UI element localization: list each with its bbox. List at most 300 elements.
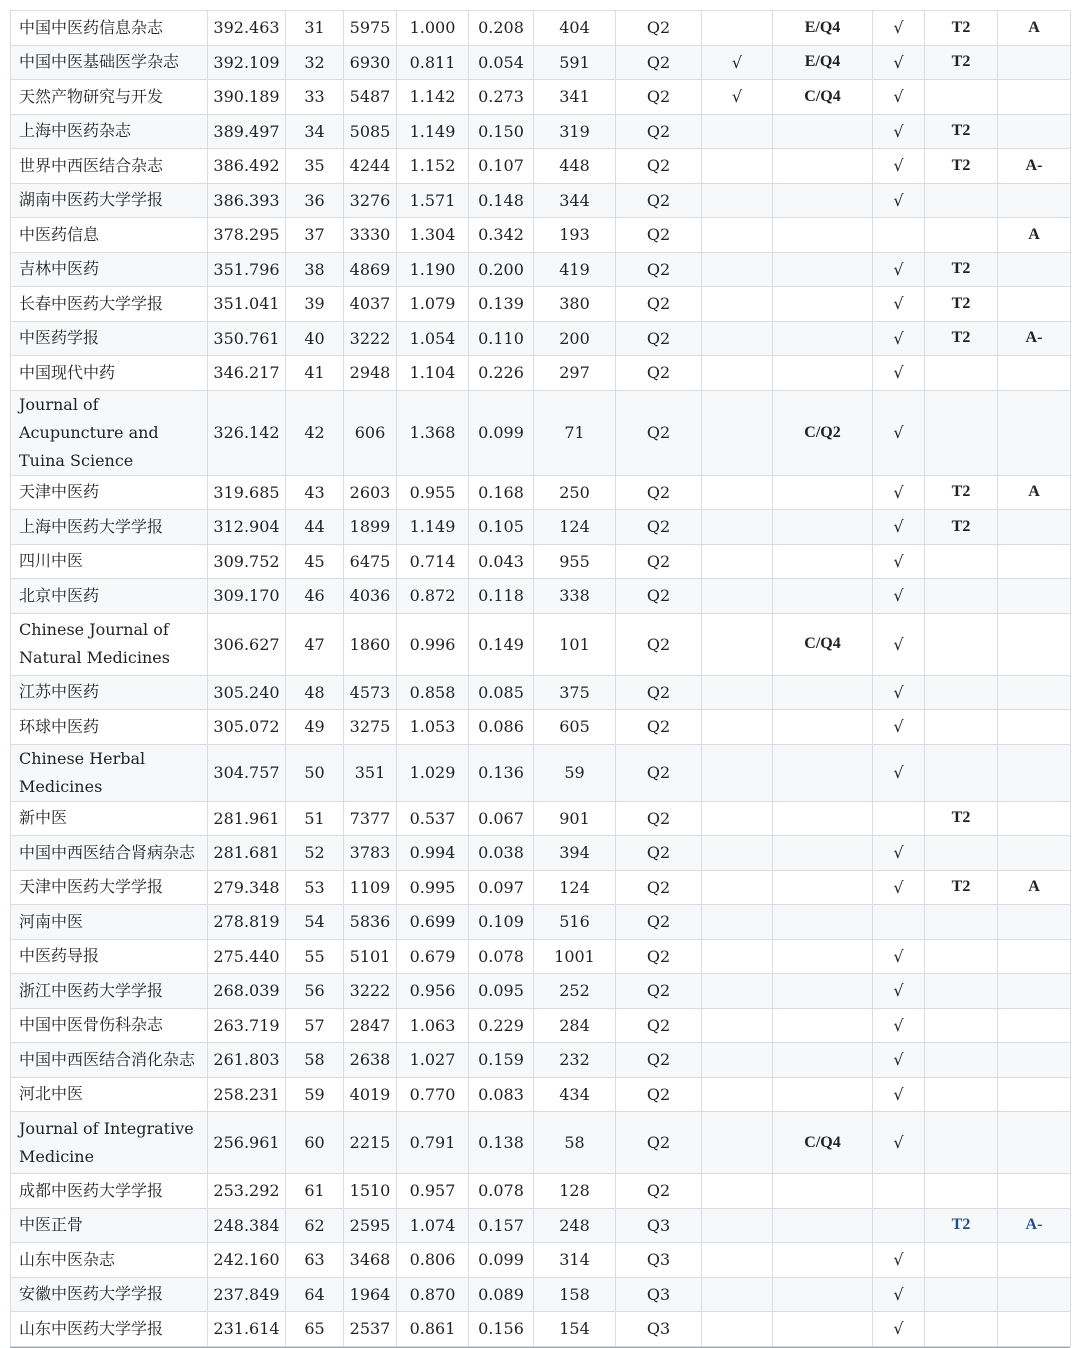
impact-factor-cell: 1.054: [397, 321, 469, 356]
rank-cell: 52: [286, 836, 344, 871]
index-cell: 0.149: [469, 613, 534, 675]
rank-cell: 59: [286, 1077, 344, 1112]
journal-name-cell: 上海中医药杂志: [11, 114, 208, 149]
rank-cell: 62: [286, 1208, 344, 1243]
quartile-cell: Q2: [616, 11, 702, 45]
grade-cell: A-: [998, 149, 1071, 184]
check-mark-cell-b: √: [873, 1277, 925, 1312]
check-mark-cell-b: [873, 905, 925, 940]
citations-cell: 3222: [344, 974, 397, 1009]
tier-cell: T2: [925, 321, 998, 356]
papers-cell: 71: [534, 390, 616, 475]
citations-cell: 4869: [344, 252, 397, 287]
check-mark-cell-b: √: [873, 744, 925, 801]
papers-cell: 158: [534, 1277, 616, 1312]
impact-factor-cell: 0.956: [397, 974, 469, 1009]
table-row: [11, 321, 1071, 356]
tier-cell: [925, 356, 998, 391]
index-cell: 0.138: [469, 1112, 534, 1174]
score-cell: 389.497: [208, 114, 286, 149]
impact-factor-cell: 1.053: [397, 710, 469, 745]
score-cell: 253.292: [208, 1174, 286, 1209]
quartile-cell: Q2: [616, 287, 702, 322]
index-cell: 0.109: [469, 905, 534, 940]
index-cell: 0.078: [469, 939, 534, 974]
papers-cell: 605: [534, 710, 616, 745]
impact-factor-cell: 1.190: [397, 252, 469, 287]
score-cell: 378.295: [208, 218, 286, 253]
table-row: [11, 11, 1071, 45]
check-mark-cell-b: √: [873, 510, 925, 545]
index-cell: 0.150: [469, 114, 534, 149]
index-cell: 0.157: [469, 1208, 534, 1243]
impact-factor-cell: 0.858: [397, 675, 469, 710]
category-quartile-cell: [773, 218, 873, 253]
category-quartile-cell: [773, 744, 873, 801]
rank-cell: 44: [286, 510, 344, 545]
citations-cell: 7377: [344, 801, 397, 836]
tier-cell: [925, 836, 998, 871]
quartile-cell: Q2: [616, 544, 702, 579]
score-cell: 392.109: [208, 45, 286, 80]
table-row: [11, 905, 1071, 940]
check-mark-cell-a: [702, 939, 773, 974]
check-mark-cell-a: [702, 1174, 773, 1209]
citations-cell: 2603: [344, 475, 397, 510]
impact-factor-cell: 1.027: [397, 1043, 469, 1078]
check-mark-cell-a: [702, 1243, 773, 1278]
category-quartile-cell: [773, 356, 873, 391]
score-cell: 351.041: [208, 287, 286, 322]
score-cell: 275.440: [208, 939, 286, 974]
rank-cell: 33: [286, 80, 344, 115]
check-mark-cell-a: [702, 356, 773, 391]
table-row: [11, 80, 1071, 115]
score-cell: 326.142: [208, 390, 286, 475]
category-quartile-cell: [773, 510, 873, 545]
papers-cell: 591: [534, 45, 616, 80]
journal-name-cell: 四川中医: [11, 544, 208, 579]
papers-cell: 901: [534, 801, 616, 836]
check-mark-cell-a: [702, 1043, 773, 1078]
index-cell: 0.083: [469, 1077, 534, 1112]
score-cell: 392.463: [208, 11, 286, 45]
impact-factor-cell: 0.994: [397, 836, 469, 871]
impact-factor-cell: 0.955: [397, 475, 469, 510]
grade-cell: [998, 675, 1071, 710]
score-cell: 390.189: [208, 80, 286, 115]
quartile-cell: Q2: [616, 1008, 702, 1043]
impact-factor-cell: 0.770: [397, 1077, 469, 1112]
quartile-cell: Q2: [616, 321, 702, 356]
tier-cell: T2: [925, 801, 998, 836]
check-mark-cell-a: [702, 579, 773, 614]
grade-cell: [998, 1174, 1071, 1209]
tier-cell: [925, 183, 998, 218]
check-mark-cell-a: [702, 1008, 773, 1043]
check-mark-cell-b: √: [873, 1043, 925, 1078]
citations-cell: 5975: [344, 11, 397, 45]
quartile-cell: Q2: [616, 974, 702, 1009]
check-mark-cell-b: √: [873, 183, 925, 218]
quartile-cell: Q2: [616, 801, 702, 836]
papers-cell: 101: [534, 613, 616, 675]
tier-cell: [925, 544, 998, 579]
citations-cell: 4036: [344, 579, 397, 614]
category-quartile-cell: [773, 1208, 873, 1243]
check-mark-cell-a: [702, 801, 773, 836]
check-mark-cell-a: [702, 510, 773, 545]
check-mark-cell-a: √: [702, 45, 773, 80]
tier-cell: [925, 579, 998, 614]
category-quartile-cell: [773, 974, 873, 1009]
citations-cell: 3330: [344, 218, 397, 253]
table-row: [11, 801, 1071, 836]
journal-name-cell: 中国中医药信息杂志: [11, 11, 208, 45]
check-mark-cell-b: √: [873, 45, 925, 80]
papers-cell: 319: [534, 114, 616, 149]
category-quartile-cell: [773, 287, 873, 322]
category-quartile-cell: [773, 1243, 873, 1278]
papers-cell: 124: [534, 870, 616, 905]
index-cell: 0.086: [469, 710, 534, 745]
papers-cell: 955: [534, 544, 616, 579]
journal-name-cell: 河南中医: [11, 905, 208, 940]
index-cell: 0.067: [469, 801, 534, 836]
table-row: [11, 218, 1071, 253]
check-mark-cell-b: √: [873, 475, 925, 510]
rank-cell: 64: [286, 1277, 344, 1312]
grade-cell: [998, 1008, 1071, 1043]
tier-cell: [925, 390, 998, 475]
impact-factor-cell: 0.957: [397, 1174, 469, 1209]
tier-cell: T2: [925, 149, 998, 184]
papers-cell: 341: [534, 80, 616, 115]
citations-cell: 3276: [344, 183, 397, 218]
check-mark-cell-b: √: [873, 675, 925, 710]
papers-cell: 193: [534, 218, 616, 253]
impact-factor-cell: 0.537: [397, 801, 469, 836]
papers-cell: 128: [534, 1174, 616, 1209]
citations-cell: 4244: [344, 149, 397, 184]
rank-cell: 38: [286, 252, 344, 287]
citations-cell: 4037: [344, 287, 397, 322]
table-row: [11, 710, 1071, 745]
citations-cell: 1964: [344, 1277, 397, 1312]
papers-cell: 252: [534, 974, 616, 1009]
score-cell: 386.393: [208, 183, 286, 218]
index-cell: 0.105: [469, 510, 534, 545]
index-cell: 0.097: [469, 870, 534, 905]
papers-cell: 448: [534, 149, 616, 184]
impact-factor-cell: 0.679: [397, 939, 469, 974]
check-mark-cell-b: √: [873, 321, 925, 356]
table-row: [11, 183, 1071, 218]
tier-cell: [925, 1077, 998, 1112]
category-quartile-cell: E/Q4: [773, 11, 873, 45]
quartile-cell: Q2: [616, 579, 702, 614]
journal-name-cell: 环球中医药: [11, 710, 208, 745]
category-quartile-cell: [773, 1043, 873, 1078]
impact-factor-cell: 1.104: [397, 356, 469, 391]
check-mark-cell-a: [702, 114, 773, 149]
table-row: [11, 1208, 1071, 1243]
category-quartile-cell: [773, 579, 873, 614]
table-row: [11, 1174, 1071, 1209]
check-mark-cell-b: √: [873, 836, 925, 871]
check-mark-cell-a: [702, 183, 773, 218]
impact-factor-cell: 0.995: [397, 870, 469, 905]
score-cell: 263.719: [208, 1008, 286, 1043]
quartile-cell: Q2: [616, 744, 702, 801]
check-mark-cell-a: [702, 710, 773, 745]
table-row: [11, 475, 1071, 510]
citations-cell: 1510: [344, 1174, 397, 1209]
tier-cell: T2: [925, 870, 998, 905]
table-row: [11, 544, 1071, 579]
check-mark-cell-b: √: [873, 356, 925, 391]
impact-factor-cell: 1.000: [397, 11, 469, 45]
papers-cell: 375: [534, 675, 616, 710]
check-mark-cell-b: √: [873, 870, 925, 905]
grade-cell: [998, 710, 1071, 745]
journal-name-cell: 中国中西医结合消化杂志: [11, 1043, 208, 1078]
impact-factor-cell: 0.870: [397, 1277, 469, 1312]
journal-name-cell: 上海中医药大学学报: [11, 510, 208, 545]
journal-name-cell: 中医药信息: [11, 218, 208, 253]
rank-cell: 56: [286, 974, 344, 1009]
table-row: [11, 287, 1071, 322]
score-cell: 309.170: [208, 579, 286, 614]
quartile-cell: Q2: [616, 114, 702, 149]
citations-cell: 6930: [344, 45, 397, 80]
grade-cell: [998, 80, 1071, 115]
category-quartile-cell: C/Q4: [773, 1112, 873, 1174]
papers-cell: 338: [534, 579, 616, 614]
category-quartile-cell: [773, 252, 873, 287]
papers-cell: 314: [534, 1243, 616, 1278]
index-cell: 0.110: [469, 321, 534, 356]
grade-cell: [998, 836, 1071, 871]
index-cell: 0.089: [469, 1277, 534, 1312]
index-cell: 0.085: [469, 675, 534, 710]
category-quartile-cell: [773, 1277, 873, 1312]
citations-cell: 3468: [344, 1243, 397, 1278]
journal-name-cell: 天然产物研究与开发: [11, 80, 208, 115]
grade-cell: A-: [998, 321, 1071, 356]
index-cell: 0.095: [469, 974, 534, 1009]
score-cell: 237.849: [208, 1277, 286, 1312]
citations-cell: 2847: [344, 1008, 397, 1043]
journal-name-cell: 长春中医药大学学报: [11, 287, 208, 322]
index-cell: 0.099: [469, 1243, 534, 1278]
check-mark-cell-a: [702, 11, 773, 45]
impact-factor-cell: 1.304: [397, 218, 469, 253]
table-row: [11, 356, 1071, 391]
check-mark-cell-a: [702, 321, 773, 356]
rank-cell: 40: [286, 321, 344, 356]
check-mark-cell-b: [873, 801, 925, 836]
quartile-cell: Q2: [616, 710, 702, 745]
index-cell: 0.043: [469, 544, 534, 579]
tier-cell: [925, 218, 998, 253]
table-row: [11, 939, 1071, 974]
check-mark-cell-b: √: [873, 1312, 925, 1347]
grade-cell: [998, 744, 1071, 801]
tier-cell: [925, 1008, 998, 1043]
tier-cell: T2: [925, 114, 998, 149]
rank-cell: 43: [286, 475, 344, 510]
check-mark-cell-a: √: [702, 80, 773, 115]
journal-name-cell: 山东中医杂志: [11, 1243, 208, 1278]
category-quartile-cell: [773, 939, 873, 974]
tier-cell: T2: [925, 510, 998, 545]
check-mark-cell-b: √: [873, 287, 925, 322]
check-mark-cell-a: [702, 475, 773, 510]
table-row: [11, 390, 1071, 475]
category-quartile-cell: [773, 475, 873, 510]
check-mark-cell-b: √: [873, 80, 925, 115]
check-mark-cell-a: [702, 1112, 773, 1174]
quartile-cell: Q2: [616, 905, 702, 940]
papers-cell: 297: [534, 356, 616, 391]
tier-cell: T2: [925, 475, 998, 510]
table-row: [11, 1112, 1071, 1174]
journal-name-cell: 湖南中医药大学学报: [11, 183, 208, 218]
papers-cell: 1001: [534, 939, 616, 974]
quartile-cell: Q2: [616, 836, 702, 871]
score-cell: 306.627: [208, 613, 286, 675]
score-cell: 386.492: [208, 149, 286, 184]
score-cell: 346.217: [208, 356, 286, 391]
tier-cell: [925, 1043, 998, 1078]
check-mark-cell-a: [702, 675, 773, 710]
citations-cell: 2215: [344, 1112, 397, 1174]
check-mark-cell-a: [702, 287, 773, 322]
rank-cell: 50: [286, 744, 344, 801]
tier-cell: [925, 744, 998, 801]
category-quartile-cell: [773, 183, 873, 218]
index-cell: 0.226: [469, 356, 534, 391]
category-quartile-cell: [773, 905, 873, 940]
rank-cell: 55: [286, 939, 344, 974]
grade-cell: [998, 252, 1071, 287]
grade-cell: [998, 1243, 1071, 1278]
score-cell: 268.039: [208, 974, 286, 1009]
check-mark-cell-b: √: [873, 149, 925, 184]
rank-cell: 61: [286, 1174, 344, 1209]
rank-cell: 57: [286, 1008, 344, 1043]
score-cell: 319.685: [208, 475, 286, 510]
grade-cell: [998, 183, 1071, 218]
check-mark-cell-a: [702, 870, 773, 905]
quartile-cell: Q3: [616, 1208, 702, 1243]
citations-cell: 2948: [344, 356, 397, 391]
rank-cell: 47: [286, 613, 344, 675]
papers-cell: 344: [534, 183, 616, 218]
quartile-cell: Q2: [616, 80, 702, 115]
quartile-cell: Q2: [616, 510, 702, 545]
impact-factor-cell: 1.368: [397, 390, 469, 475]
rank-cell: 48: [286, 675, 344, 710]
score-cell: 305.240: [208, 675, 286, 710]
table-row: [11, 1312, 1071, 1347]
tier-cell: [925, 1312, 998, 1347]
table-row: [11, 675, 1071, 710]
check-mark-cell-a: [702, 1208, 773, 1243]
quartile-cell: Q3: [616, 1312, 702, 1347]
impact-factor-cell: 1.029: [397, 744, 469, 801]
quartile-cell: Q2: [616, 356, 702, 391]
impact-factor-cell: 1.142: [397, 80, 469, 115]
score-cell: 309.752: [208, 544, 286, 579]
category-quartile-cell: [773, 1312, 873, 1347]
journal-name-cell: 中国中医骨伤科杂志: [11, 1008, 208, 1043]
papers-cell: 419: [534, 252, 616, 287]
citations-cell: 2638: [344, 1043, 397, 1078]
rank-cell: 39: [286, 287, 344, 322]
papers-cell: 124: [534, 510, 616, 545]
impact-factor-cell: 0.714: [397, 544, 469, 579]
category-quartile-cell: [773, 675, 873, 710]
rank-cell: 36: [286, 183, 344, 218]
check-mark-cell-b: √: [873, 579, 925, 614]
index-cell: 0.229: [469, 1008, 534, 1043]
citations-cell: 3222: [344, 321, 397, 356]
rank-cell: 41: [286, 356, 344, 391]
table-row: [11, 114, 1071, 149]
index-cell: 0.159: [469, 1043, 534, 1078]
check-mark-cell-b: √: [873, 390, 925, 475]
papers-cell: 516: [534, 905, 616, 940]
tier-cell: [925, 675, 998, 710]
papers-cell: 404: [534, 11, 616, 45]
rank-cell: 34: [286, 114, 344, 149]
quartile-cell: Q3: [616, 1277, 702, 1312]
category-quartile-cell: C/Q4: [773, 613, 873, 675]
journal-name-cell: 山东中医药大学学报: [11, 1312, 208, 1347]
citations-cell: 4573: [344, 675, 397, 710]
score-cell: 350.761: [208, 321, 286, 356]
impact-factor-cell: 0.811: [397, 45, 469, 80]
grade-cell: [998, 905, 1071, 940]
citations-cell: 3783: [344, 836, 397, 871]
check-mark-cell-b: √: [873, 939, 925, 974]
score-cell: 312.904: [208, 510, 286, 545]
tier-cell: T2: [925, 1208, 998, 1243]
impact-factor-cell: 1.074: [397, 1208, 469, 1243]
index-cell: 0.078: [469, 1174, 534, 1209]
rank-cell: 46: [286, 579, 344, 614]
tier-cell: [925, 613, 998, 675]
index-cell: 0.200: [469, 252, 534, 287]
check-mark-cell-b: √: [873, 1243, 925, 1278]
journal-name-cell: Journal of Integrative Medicine: [11, 1112, 208, 1174]
journal-name-cell: 江苏中医药: [11, 675, 208, 710]
grade-cell: A: [998, 475, 1071, 510]
score-cell: 256.961: [208, 1112, 286, 1174]
index-cell: 0.107: [469, 149, 534, 184]
impact-factor-cell: 1.149: [397, 510, 469, 545]
journal-name-cell: 中医药学报: [11, 321, 208, 356]
table-row: [11, 870, 1071, 905]
index-cell: 0.099: [469, 390, 534, 475]
impact-factor-cell: 1.149: [397, 114, 469, 149]
index-cell: 0.168: [469, 475, 534, 510]
check-mark-cell-a: [702, 218, 773, 253]
tier-cell: [925, 905, 998, 940]
impact-factor-cell: 0.996: [397, 613, 469, 675]
